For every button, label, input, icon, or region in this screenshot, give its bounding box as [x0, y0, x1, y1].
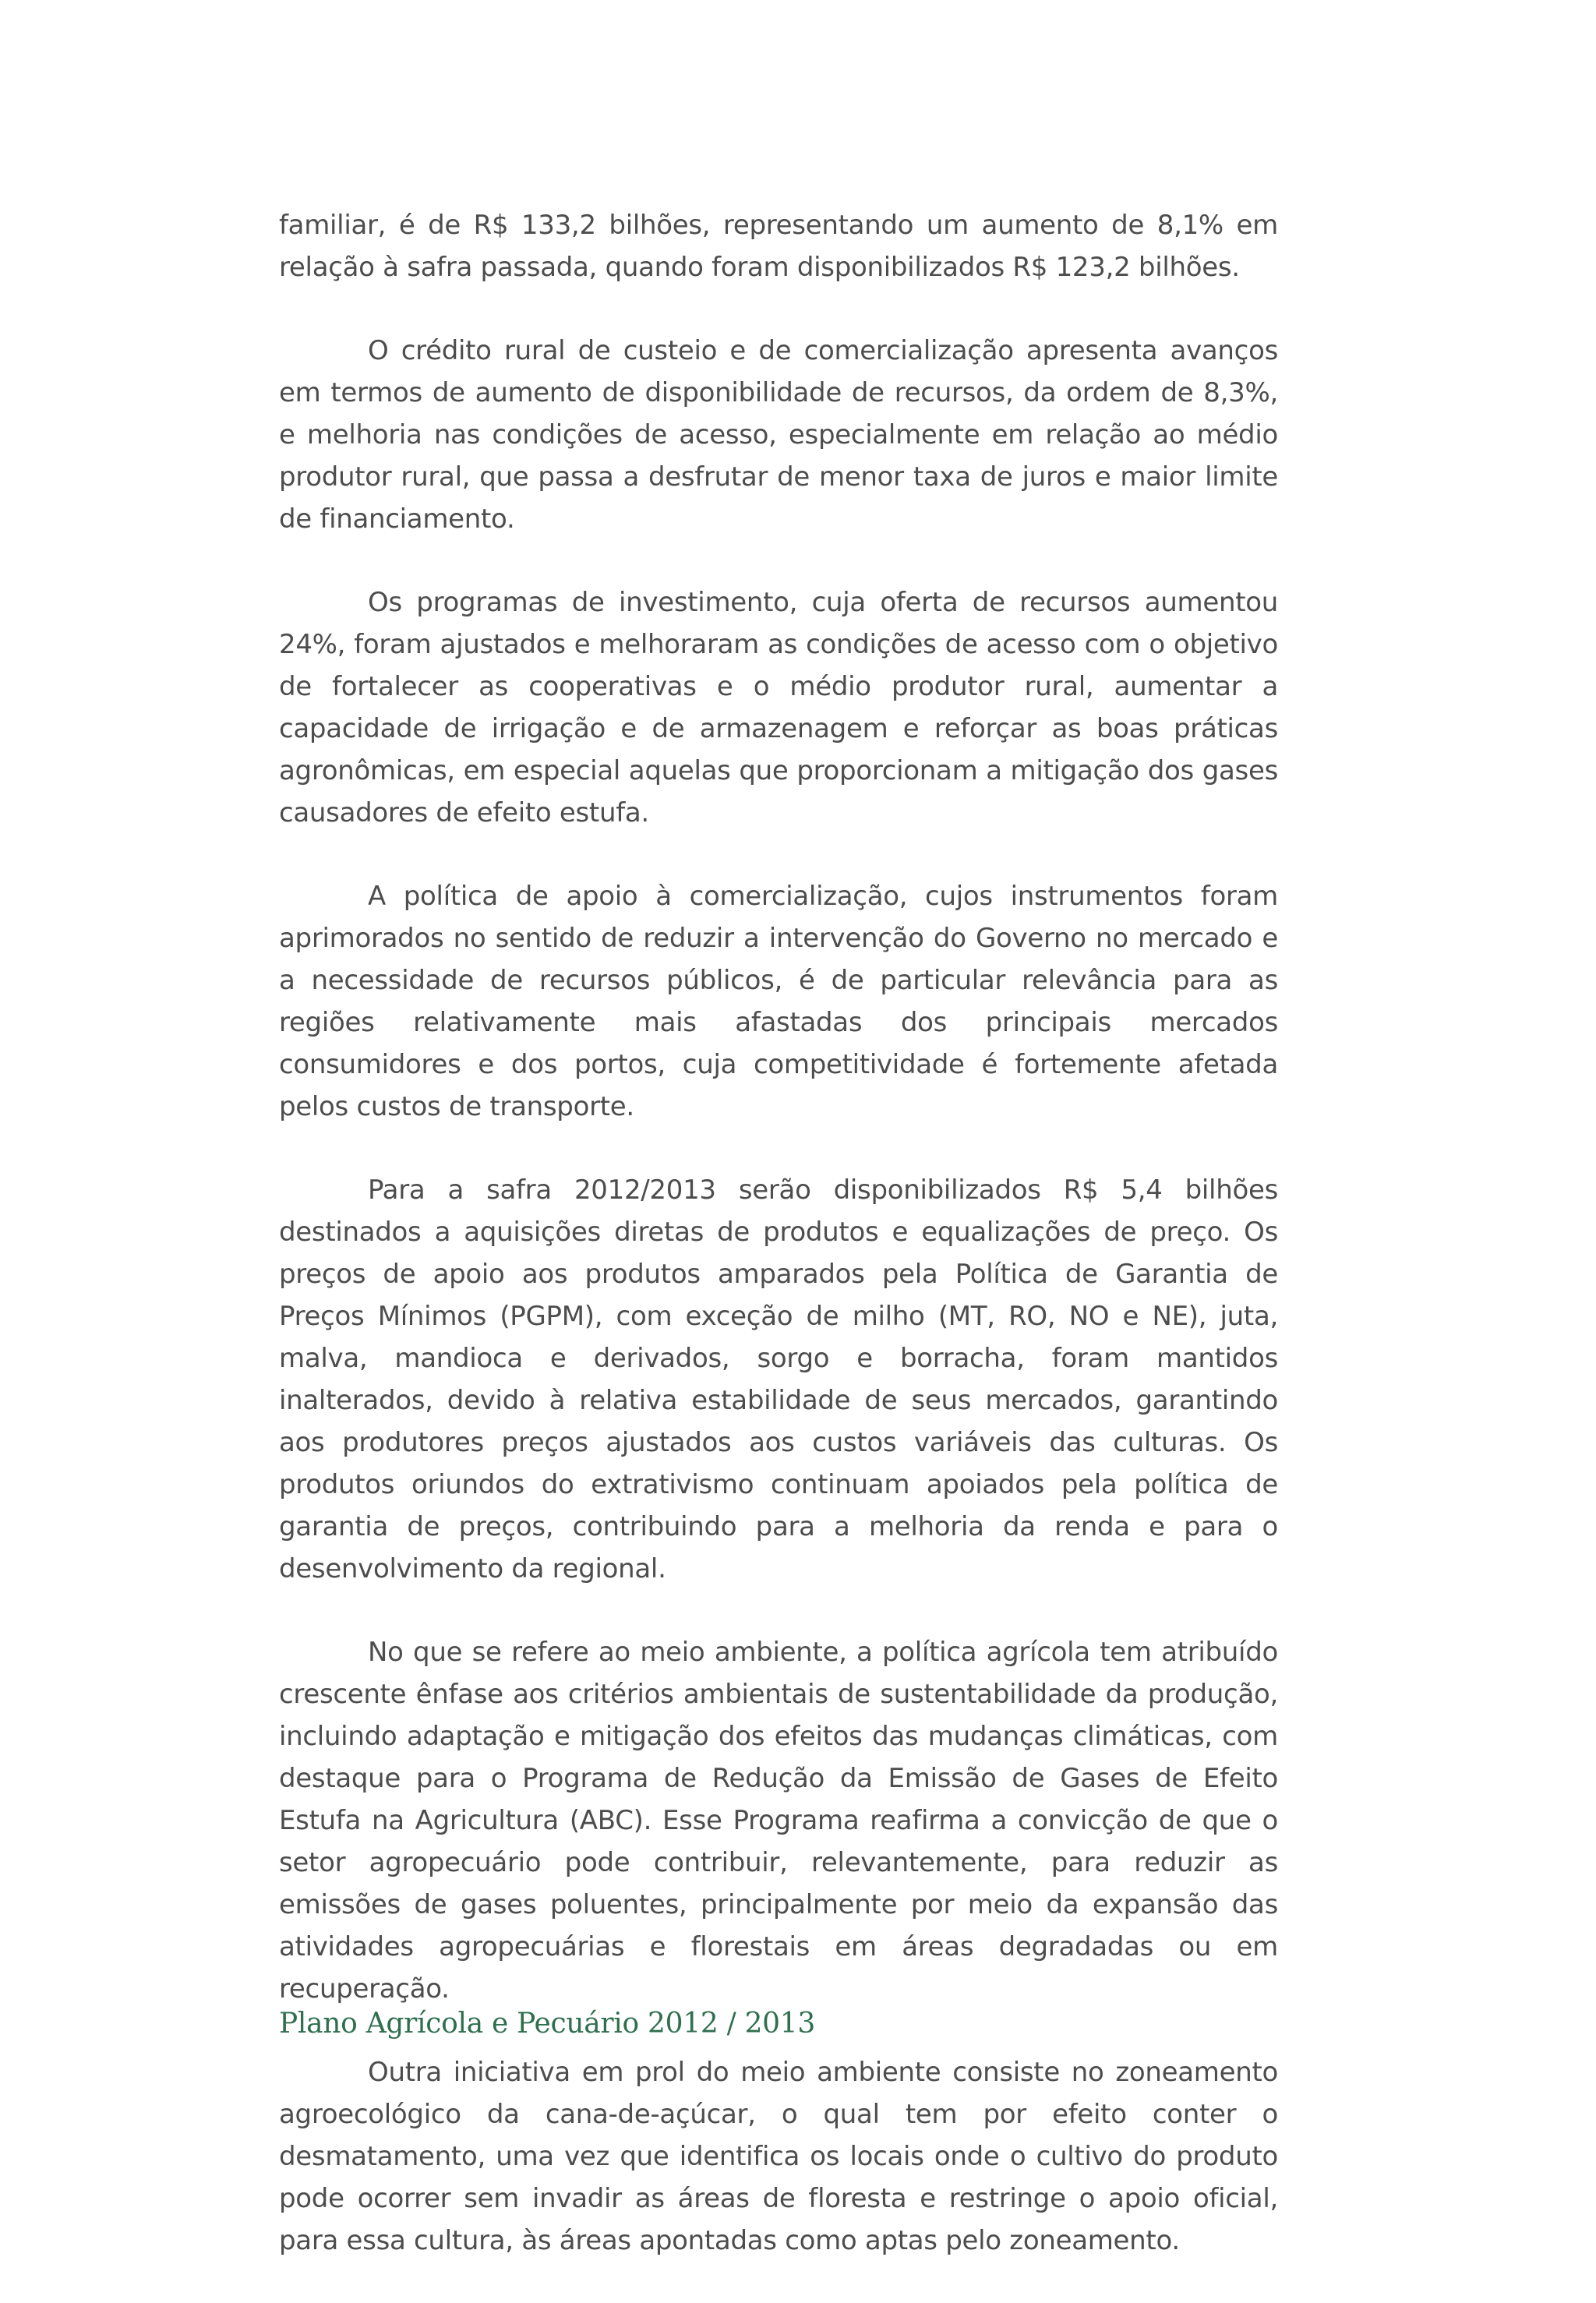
body-text-column [279, 204, 1278, 2303]
page-footer: Plano Agrícola e Pecuário 2012 / 2013 [279, 2008, 815, 2040]
paragraph-credito-rural: O crédito rural de custeio e de comercialização apresenta avanços em termos de aumento de disponibilidade de recursos, da ordem de 8,3%, e melhoria nas condições de acesso, especialmente em relação ao médio produtor rural, que passa a desfrutar de menor taxa de juros e maior limite de financiamento. [279, 335, 1278, 535]
paragraph-safra-2012-2013: Para a safra 2012/2013 serão disponibilizados R$ 5,4 bilhões destinados a aquisições diretas de produtos e equalizações de preço. Os preços de apoio aos produtos amparados pela Política de Garantia de Preços Mínimos (PGPM), com exceção de milho (MT, RO, NO e NE), juta, malva, mandioca e derivados, sorgo e borracha, foram mantidos inalterados, devido à relativa estabilidade de seus mercados, garantindo aos produtores preços ajustados aos custos variáveis das culturas. Os produtos oriundos do extrativismo continuam apoiados pela política de garantia de preços, contribuindo para a melhoria da renda e para o desenvolvimento da regional. [279, 1174, 1278, 1584]
paragraph-zoneamento: Outra iniciativa em prol do meio ambiente consiste no zoneamento agroecológico da cana-de-açúcar, o qual tem por efeito conter o desmatamento, uma vez que identifica os locais onde o cultivo do produto pode ocorrer sem invadir as áreas de floresta e restringe o apoio oficial, para essa cultura, às áreas apontadas como aptas pelo zoneamento. [279, 2057, 1278, 2256]
paragraph-meio-ambiente: No que se refere ao meio ambiente, a política agrícola tem atribuído crescente ênfase aos critérios ambientais de sustentabilidade da produção, incluindo adaptação e mitigação dos efeitos das mudanças climáticas, com destaque para o Programa de Redução da Emissão de Gases de Efeito Estufa na Agricultura (ABC). Esse Programa reafirma a convicção de que o setor agropecuário pode contribuir, relevantemente, para reduzir as emissões de gases poluentes, principalmente por meio da expansão das atividades agropecuárias e florestais em áreas degradadas ou em recuperação. [279, 1637, 1278, 2005]
paragraph-politica-comercializacao: A política de apoio à comercialização, cujos instrumentos foram aprimorados no sentido de reduzir a intervenção do Governo no mercado e a necessidade de recursos públicos, é de particular relevância para as regiões relativamente mais afastadas dos principais mercados consumidores e dos portos, cuja competitividade é fortemente afetada pelos custos de transporte. [279, 881, 1278, 1122]
paragraph-programas-investimento: Os programas de investimento, cuja oferta de recursos aumentou 24%, foram ajustados e melhoraram as condições de acesso com o objetivo de fortalecer as cooperativas e o médio produtor rural, aumentar a capacidade de irrigação e de armazenagem e reforçar as boas práticas agronômicas, em especial aquelas que proporcionam a mitigação dos gases causadores de efeito estufa. [279, 587, 1278, 828]
paragraph-continuation: familiar, é de R$ 133,2 bilhões, representando um aumento de 8,1% em relação à safra passada, quando foram disponibilizados R$ 123,2 bilhões. [279, 210, 1278, 283]
